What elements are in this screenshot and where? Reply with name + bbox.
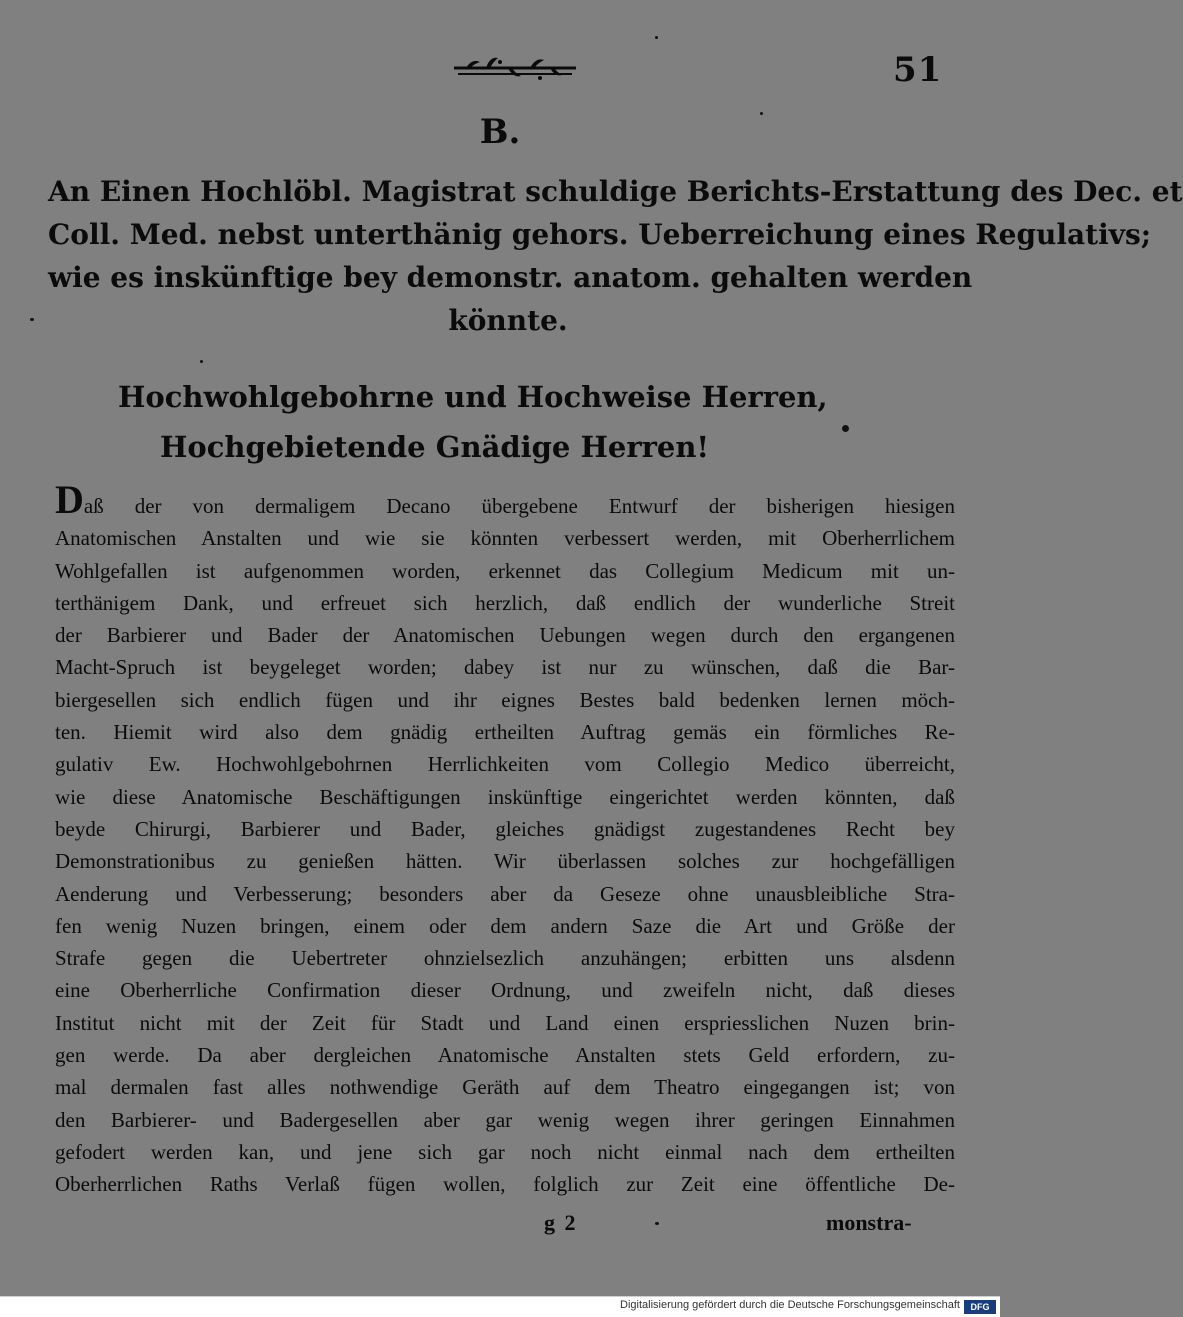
scan-speck	[200, 360, 203, 363]
scan-speck	[760, 112, 763, 115]
body-line: gen werde. Da aber dergleichen Anatomische Anstalten stets Geld erfordern, zu-	[55, 1043, 955, 1068]
body-line: fen wenig Nuzen bringen, einem oder dem andern Saze die Art und Größe der	[55, 913, 955, 938]
heading-line: wie es inskünftige bey demonstr. anatom. gehalten werden	[48, 261, 973, 294]
heading-line: An Einen Hochlöbl. Magistrat schuldige Berichts-Erstattung des Dec. et	[48, 175, 1183, 208]
heading-line: könnte.	[448, 304, 568, 337]
body-line: terthänigem Dank, und erfreuet sich herzlich, daß endlich der wunderliche Streit	[55, 590, 955, 615]
body-line: Macht-Spruch ist beygeleget worden; dabey ist nur zu wünschen, daß die Bar-	[55, 655, 955, 680]
body-line: Oberherrlichen Raths Verlaß fügen wollen, folglich zur Zeit eine öffentliche De-	[55, 1172, 955, 1197]
section-letter: B.	[479, 112, 521, 152]
page-number: 51	[893, 50, 943, 90]
body-line: gefodert werden kan, und jene sich gar noch nicht einmal nach dem ertheilten	[55, 1139, 955, 1164]
body-line: biergesellen sich endlich fügen und ihr eignes Bestes bald bedenken lernen möch-	[55, 687, 955, 712]
body-line: ten. Hiemit wird also dem gnädig ertheilten Auftrag gemäs ein förmliches Re-	[55, 720, 955, 745]
salutation-line: Hochwohlgebohrne und Hochweise Herren,	[118, 380, 828, 414]
body-line: Wohlgefallen ist aufgenommen worden, erkennet das Collegium Medicum mit un-	[55, 558, 955, 583]
salutation-line: Hochgebietende Gnädige Herren!	[160, 430, 710, 464]
body-line: wie diese Anatomische Beschäftigungen inskünftige eingerichtet werden könnten, daß	[55, 784, 955, 809]
signature-mark: g 2	[544, 1210, 578, 1235]
body-line: Strafe gegen die Uebertreter ohnzielsezlich anzuhängen; erbitten uns alsdenn	[55, 946, 955, 971]
body-line: Aenderung und Verbesserung; besonders aber da Geseze ohne unausbleibliche Stra-	[55, 881, 955, 906]
footer-bar	[0, 1296, 1000, 1317]
scan-speck	[655, 36, 658, 39]
body-line: der Barbierer und Bader der Anatomischen Uebungen wegen durch den ergangenen	[55, 623, 955, 648]
scan-speck	[655, 1222, 659, 1225]
body-line: Institut nicht mit der Zeit für Stadt und Land einen erspriesslichen Nuzen brin-	[55, 1010, 955, 1035]
ornament-vine-icon	[452, 52, 578, 84]
body-line: mal dermalen fast alles nothwendige Geräth auf dem Theatro eingegangen ist; von	[55, 1075, 955, 1100]
body-line: beyde Chirurgi, Barbierer und Bader, gleiches gnädigst zugestandenes Recht bey	[55, 816, 955, 841]
body-line: Demonstrationibus zu genießen hätten. Wir überlassen solches zur hochgefälligen	[55, 849, 955, 874]
dfg-logo: DFG	[964, 1300, 996, 1314]
body-text	[55, 477, 955, 1201]
scan-speck	[30, 318, 34, 321]
document-heading	[48, 170, 1183, 342]
heading-line: Coll. Med. nebst unterthänig gehors. Ueberreichung eines Regulativs;	[48, 218, 1152, 251]
scan-speck	[842, 425, 849, 432]
catchword: monstra-	[826, 1210, 912, 1235]
body-line: Anatomischen Anstalten und wie sie könnten verbessert werden, mit Oberherrlichem	[55, 526, 955, 551]
body-line: gulativ Ew. Hochwohlgebohrnen Herrlichkeiten vom Collegio Medico überreicht,	[55, 752, 955, 777]
body-line: den Barbierer- und Badergesellen aber gar wenig wegen ihrer geringen Einnahmen	[55, 1107, 955, 1132]
body-line: Daß der von dermaligem Decano übergebene Entwurf der bisherigen hiesigen	[55, 477, 955, 522]
salutation	[118, 372, 828, 472]
body-line: eine Oberherrliche Confirmation dieser Ordnung, und zweifeln nicht, daß dieses	[55, 978, 955, 1003]
footer-credit: Digitalisierung gefördert durch die Deutsche Forschungsgemeinschaft	[620, 1299, 960, 1311]
